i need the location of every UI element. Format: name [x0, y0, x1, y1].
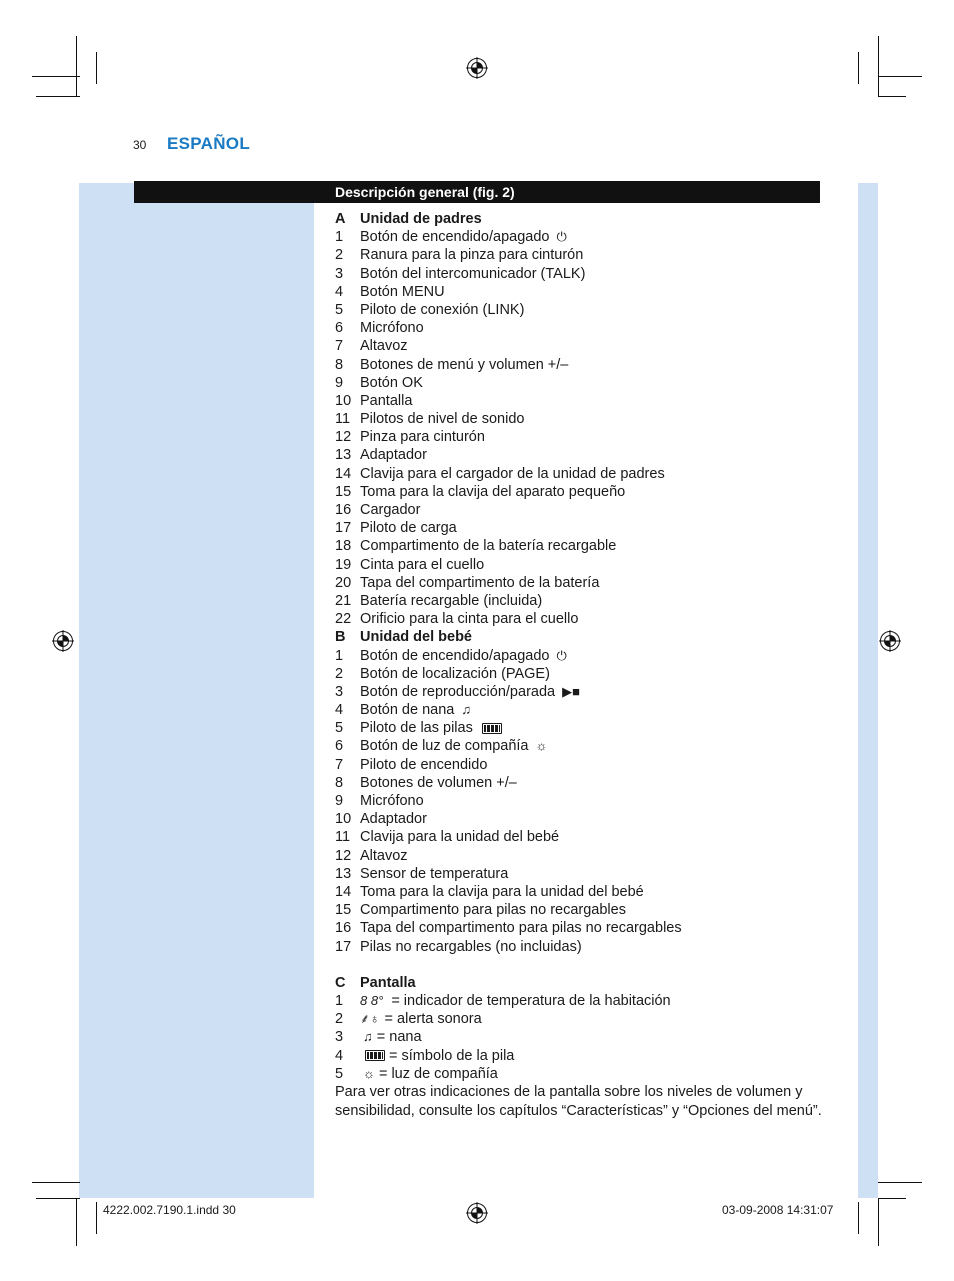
- item-number: 7: [335, 756, 344, 773]
- item-number: 18: [335, 538, 352, 555]
- crop-mark: [36, 96, 80, 97]
- item-number: 3: [335, 1029, 344, 1046]
- item-text: Micrófono: [360, 793, 424, 809]
- item-text: Botón de encendido/apagado: [360, 229, 550, 246]
- item-number: 14: [335, 883, 352, 900]
- item-number: 1: [335, 647, 344, 664]
- list-item: [335, 701, 825, 719]
- crop-mark: [36, 1198, 80, 1199]
- item-text: Compartimento de la batería recargable: [360, 538, 617, 555]
- music-note-icon: ♫: [363, 1029, 373, 1045]
- item-number: 3: [335, 683, 344, 700]
- list-item: [335, 356, 825, 374]
- crop-mark: [32, 1182, 80, 1183]
- item-label: [360, 392, 412, 410]
- list-item: [335, 737, 825, 755]
- list-item: [335, 647, 825, 665]
- item-label: [360, 319, 424, 337]
- item-label: [360, 756, 487, 774]
- item-number: 5: [335, 301, 344, 318]
- item-text: Adaptador: [360, 447, 427, 464]
- group-heading: [335, 210, 825, 228]
- item-label: [360, 265, 585, 283]
- item-label: [360, 683, 580, 701]
- item-label: [360, 428, 485, 446]
- list-item: [335, 265, 825, 283]
- list-item: [335, 683, 825, 701]
- item-label: [360, 901, 626, 919]
- item-text: Tapa del compartimento para pilas no recargables: [360, 920, 682, 937]
- item-label: [360, 246, 583, 264]
- item-text: Botón OK: [360, 374, 423, 391]
- item-number: 6: [335, 738, 344, 755]
- list-item: [335, 828, 825, 846]
- list-item: [335, 774, 825, 792]
- list-item: [335, 792, 825, 810]
- group-title: Unidad de padres: [360, 211, 482, 227]
- item-label: [360, 719, 502, 737]
- item-text: Pantalla: [360, 392, 413, 409]
- list-item: [335, 665, 825, 683]
- crop-mark: [878, 36, 879, 96]
- crop-mark: [858, 52, 859, 84]
- item-text: Orificio para la cinta para el cuello: [360, 611, 579, 628]
- play-stop-icon: ▶■: [562, 683, 580, 699]
- item-number: 2: [335, 1011, 344, 1028]
- item-number: 22: [335, 611, 352, 628]
- item-text: Botón MENU: [360, 283, 445, 300]
- item-number: 15: [335, 483, 352, 500]
- item-label: [360, 610, 578, 628]
- item-number: 11: [335, 411, 351, 428]
- left-margin-panel: [79, 183, 314, 1198]
- item-number: 20: [335, 574, 352, 591]
- list-item: [335, 410, 825, 428]
- item-text: Botón de nana: [360, 702, 455, 719]
- item-text: = indicador de temperatura de la habitación: [391, 993, 671, 1010]
- section-header-bar: [134, 181, 820, 203]
- item-number: 11: [335, 829, 351, 846]
- group-letter: C: [335, 974, 346, 991]
- list-item: [335, 592, 825, 610]
- list-item: [335, 246, 825, 264]
- item-label: [360, 519, 457, 537]
- crop-mark: [878, 1182, 922, 1183]
- item-number: 9: [335, 374, 344, 391]
- right-margin-panel: [858, 183, 878, 1198]
- item-text: Piloto de las pilas: [360, 720, 473, 737]
- item-label: [360, 537, 616, 555]
- item-number: 12: [335, 847, 352, 864]
- night-light-icon: ☼: [535, 738, 548, 754]
- item-text: Botones de volumen +/–: [360, 774, 517, 791]
- item-text: Piloto de encendido: [360, 756, 488, 773]
- item-number: 15: [335, 902, 352, 919]
- list-item: [335, 337, 825, 355]
- list-item: [335, 1065, 825, 1083]
- item-text: Pilotos de nivel de sonido: [360, 411, 525, 428]
- registration-mark-icon: [52, 630, 74, 652]
- parts-list: [335, 210, 825, 1120]
- item-label: [360, 283, 445, 301]
- temperature-digits-icon: 8 8°: [360, 993, 384, 1009]
- item-number: 8: [335, 774, 344, 791]
- registration-mark-icon: [466, 1202, 488, 1224]
- crop-mark: [878, 1198, 879, 1246]
- item-label: [360, 374, 423, 392]
- item-label: [360, 883, 644, 901]
- list-item: [335, 610, 825, 628]
- item-text: = luz de compañía: [378, 1065, 498, 1082]
- list-item: [335, 392, 825, 410]
- registration-mark-icon: [879, 630, 901, 652]
- item-text: = alerta sonora: [384, 1011, 482, 1028]
- item-label: [360, 938, 582, 956]
- list-item: [335, 847, 825, 865]
- item-label: [360, 792, 424, 810]
- list-item: [335, 756, 825, 774]
- crop-mark: [878, 96, 906, 97]
- item-number: 3: [335, 265, 344, 282]
- item-number: 4: [335, 702, 344, 719]
- item-label: [360, 1047, 514, 1065]
- item-text: Micrófono: [360, 320, 424, 337]
- item-number: 4: [335, 283, 344, 300]
- crop-mark: [96, 1202, 97, 1234]
- item-text: = símbolo de la pila: [389, 1047, 515, 1064]
- item-label: [360, 592, 542, 610]
- list-item: [335, 574, 825, 592]
- group-title: Unidad del bebé: [360, 629, 472, 646]
- item-number: 17: [335, 520, 352, 537]
- item-text: Botón del intercomunicador (TALK): [360, 265, 586, 282]
- item-text: Botones de menú y volumen +/–: [360, 356, 569, 373]
- item-text: Piloto de conexión (LINK): [360, 301, 525, 318]
- item-label: [360, 810, 427, 828]
- item-label: [360, 483, 625, 501]
- list-item: [335, 537, 825, 555]
- battery-icon: [365, 1050, 385, 1061]
- item-label: [360, 556, 484, 574]
- item-number: 21: [335, 592, 352, 609]
- item-number: 1: [335, 229, 344, 246]
- list-item: [335, 938, 825, 956]
- list-item: [335, 1047, 825, 1065]
- item-label: [360, 737, 547, 755]
- battery-icon: [482, 723, 502, 734]
- power-icon: ⏻: [556, 229, 567, 245]
- item-number: 2: [335, 665, 344, 682]
- list-item: [335, 992, 825, 1010]
- item-label: [360, 865, 508, 883]
- language-heading: ESPAÑOL: [167, 134, 251, 153]
- registration-mark-icon: [466, 57, 488, 79]
- list-item: [335, 501, 825, 519]
- item-number: 8: [335, 356, 344, 373]
- item-text: Altavoz: [360, 338, 408, 355]
- list-item: [335, 810, 825, 828]
- list-item: [335, 883, 825, 901]
- footer-date: 03-09-2008 14:31:07: [722, 1203, 834, 1217]
- item-number: 13: [335, 447, 352, 464]
- list-item: [335, 446, 825, 464]
- list-item: [335, 519, 825, 537]
- item-text: Botón de luz de compañía: [360, 738, 529, 755]
- item-label: [360, 919, 682, 937]
- item-label: [360, 847, 408, 865]
- list-item: [335, 374, 825, 392]
- item-number: 7: [335, 338, 344, 355]
- item-label: [360, 574, 599, 592]
- item-number: 16: [335, 502, 352, 518]
- group-title: Pantalla: [360, 974, 416, 991]
- item-text: Clavija para el cargador de la unidad de padres: [360, 465, 665, 482]
- item-label: [360, 828, 559, 846]
- list-item: [335, 465, 825, 483]
- list-item: [335, 865, 825, 883]
- item-label: [360, 446, 427, 464]
- item-text: Botón de reproducción/parada: [360, 683, 556, 700]
- crop-mark: [76, 36, 77, 96]
- list-item: [335, 1010, 825, 1028]
- item-number: 9: [335, 793, 344, 809]
- item-text: Pilas no recargables (no incluidas): [360, 938, 582, 955]
- item-text: Sensor de temperatura: [360, 865, 509, 882]
- item-number: 1: [335, 993, 344, 1010]
- item-label: [360, 774, 517, 792]
- item-text: Botón de localización (PAGE): [360, 665, 550, 682]
- item-text: Ranura para la pinza para cinturón: [360, 247, 584, 264]
- crop-mark: [878, 76, 922, 77]
- night-light-icon: ☼: [363, 1065, 375, 1081]
- list-item: [335, 428, 825, 446]
- group-letter: A: [335, 211, 346, 227]
- item-number: 13: [335, 865, 352, 882]
- item-text: Cargador: [360, 502, 421, 518]
- crop-mark: [96, 52, 97, 84]
- group-heading: [335, 974, 825, 992]
- item-label: [360, 701, 471, 719]
- crop-mark: [858, 1202, 859, 1234]
- list-item: [335, 319, 825, 337]
- item-number: 10: [335, 811, 352, 828]
- section-title: Descripción general (fig. 2): [335, 184, 515, 200]
- item-label: [360, 356, 568, 374]
- item-number: 16: [335, 920, 352, 937]
- list-item: [335, 1028, 825, 1046]
- footer-file-info: 4222.002.7190.1.indd 30: [103, 1203, 236, 1217]
- list-item: [335, 901, 825, 919]
- music-note-icon: ♫: [461, 702, 472, 718]
- item-text: Cinta para el cuello: [360, 556, 485, 573]
- crop-mark: [32, 76, 80, 77]
- item-number: 17: [335, 938, 352, 955]
- item-label: [360, 665, 550, 683]
- item-label: [360, 501, 420, 519]
- spacer: [335, 956, 825, 974]
- item-number: 6: [335, 320, 344, 337]
- item-number: 12: [335, 429, 352, 446]
- crop-mark: [878, 1198, 906, 1199]
- item-text: Clavija para la unidad del bebé: [360, 829, 560, 846]
- item-text: Toma para la clavija para la unidad del bebé: [360, 883, 644, 900]
- list-item: [335, 483, 825, 501]
- note-paragraph: Para ver otras indicaciones de la pantalla sobre los niveles de volumen y sensibilidad, consulte los capítulos “Características” y “Opciones del menú”.: [335, 1084, 822, 1119]
- item-number: 10: [335, 392, 352, 409]
- item-number: 5: [335, 720, 344, 737]
- item-text: Piloto de carga: [360, 520, 457, 537]
- item-label: [360, 465, 665, 483]
- list-item: [335, 301, 825, 319]
- item-label: [360, 1010, 482, 1028]
- item-text: Compartimento para pilas no recargables: [360, 902, 626, 919]
- item-label: [360, 992, 671, 1010]
- item-text: Batería recargable (incluida): [360, 592, 543, 609]
- item-text: Pinza para cinturón: [360, 429, 485, 446]
- item-text: Toma para la clavija del aparato pequeño: [360, 483, 626, 500]
- power-icon: ⏻: [556, 647, 567, 663]
- list-item: [335, 719, 825, 737]
- page-number: 30: [133, 138, 147, 152]
- item-label: [360, 647, 567, 665]
- sound-alert-icon: ⸙♁: [360, 1011, 380, 1027]
- group-letter: B: [335, 629, 346, 646]
- item-label: [360, 228, 567, 246]
- item-label: [360, 301, 524, 319]
- item-label: [360, 1028, 422, 1046]
- item-text: Botón de encendido/apagado: [360, 647, 550, 664]
- list-item: [335, 228, 825, 246]
- crop-mark: [76, 1198, 77, 1246]
- list-item: [335, 556, 825, 574]
- item-number: 19: [335, 556, 352, 573]
- item-text: Altavoz: [360, 847, 408, 864]
- item-label: [360, 410, 524, 428]
- item-text: = nana: [376, 1029, 422, 1046]
- item-number: 2: [335, 247, 344, 264]
- item-number: 4: [335, 1047, 344, 1064]
- item-text: Adaptador: [360, 811, 427, 828]
- group-heading: [335, 628, 825, 646]
- item-number: 14: [335, 465, 352, 482]
- item-number: 5: [335, 1065, 344, 1082]
- item-label: [360, 1065, 498, 1083]
- item-label: [360, 337, 408, 355]
- item-text: Tapa del compartimento de la batería: [360, 574, 600, 591]
- list-item: [335, 919, 825, 937]
- list-item: [335, 283, 825, 301]
